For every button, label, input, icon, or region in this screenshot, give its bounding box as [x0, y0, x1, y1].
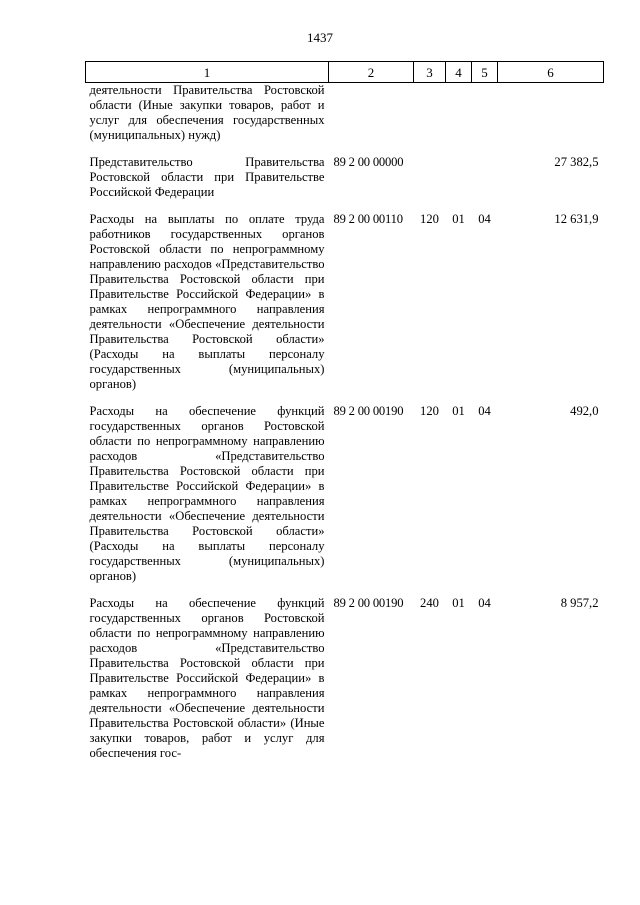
row-description: Расходы на выплаты по оплате труда работников государственных органов Ростовской области по непрограммному направлению расходов «Представительство Правительства Ростовской области при Правительстве Российской Федерации» в рамках непрограммного направления деятельности «Обеспечение деятельности Правительства Ростовской области» (Расходы на выплаты персоналу государственных (муниципальных) органов) — [89, 212, 325, 391]
row-subsection — [472, 83, 498, 144]
row-description: Представительство Правительства Ростовской области при Правительстве Российской Федерации — [89, 155, 325, 199]
row-description: деятельности Правительства Ростовской области (Иные закупки товаров, работ и услуг для обеспечения государственных (муниципальных) нужд) — [89, 83, 325, 142]
table-header — [86, 62, 604, 83]
row-amount: 12 631,9 — [554, 212, 599, 226]
column-header-subsection: 5 — [472, 62, 498, 83]
row-section: 01 — [452, 212, 465, 226]
row-spacer — [86, 143, 604, 155]
row-section — [446, 155, 472, 200]
table-row — [86, 404, 604, 584]
row-spacer — [86, 200, 604, 212]
table-body — [86, 83, 604, 762]
row-description: Расходы на обеспечение функций государственных органов Ростовской области по непрограммному направлению расходов «Представительство Правительства Ростовской области при Правительстве Российской Федерации» в рамках непрограммного направления деятельности «Обеспечение деятельности Правительства Ростовской области» (Расходы на выплаты персоналу государственных (муниципальных) органов) — [89, 404, 325, 583]
column-header-expense-type: 3 — [414, 62, 446, 83]
row-code: 89 2 00 00190 — [333, 404, 404, 418]
column-header-section: 4 — [446, 62, 472, 83]
table-row — [86, 212, 604, 392]
row-expense-type: 120 — [420, 212, 439, 226]
budget-table — [85, 61, 604, 761]
row-section: 01 — [452, 596, 465, 610]
row-spacer — [86, 584, 604, 596]
table-row — [86, 155, 604, 200]
row-amount: 27 382,5 — [554, 155, 599, 169]
row-expense-type: 240 — [420, 596, 439, 610]
row-amount: 492,0 — [570, 404, 599, 418]
row-amount: 8 957,2 — [560, 596, 599, 610]
row-code — [329, 83, 414, 144]
row-code: 89 2 00 00000 — [333, 155, 404, 169]
row-code: 89 2 00 00110 — [333, 212, 403, 226]
row-expense-type — [414, 83, 446, 144]
column-header-code: 2 — [329, 62, 414, 83]
row-amount — [498, 83, 604, 144]
table-row — [86, 596, 604, 761]
row-subsection: 04 — [478, 596, 491, 610]
header-row — [86, 62, 604, 83]
row-description: Расходы на обеспечение функций государственных органов Ростовской области по непрограммному направлению расходов «Представительство Правительства Ростовской области при Правительстве Российской Федерации» в рамках непрограммного направления деятельности «Обеспечение деятельности Правительства Ростовской области» (Иные закупки товаров, работ и услуг для обеспечения гос- — [89, 596, 325, 760]
column-header-description: 1 — [86, 62, 329, 83]
table-row — [86, 83, 604, 144]
row-expense-type: 120 — [420, 404, 439, 418]
row-section — [446, 83, 472, 144]
row-subsection: 04 — [478, 212, 491, 226]
row-code: 89 2 00 00190 — [333, 596, 404, 610]
row-section: 01 — [452, 404, 465, 418]
row-expense-type — [414, 155, 446, 200]
page-number: 1437 — [307, 30, 333, 45]
row-spacer — [86, 392, 604, 404]
row-subsection — [472, 155, 498, 200]
column-header-amount: 6 — [498, 62, 604, 83]
row-subsection: 04 — [478, 404, 491, 418]
